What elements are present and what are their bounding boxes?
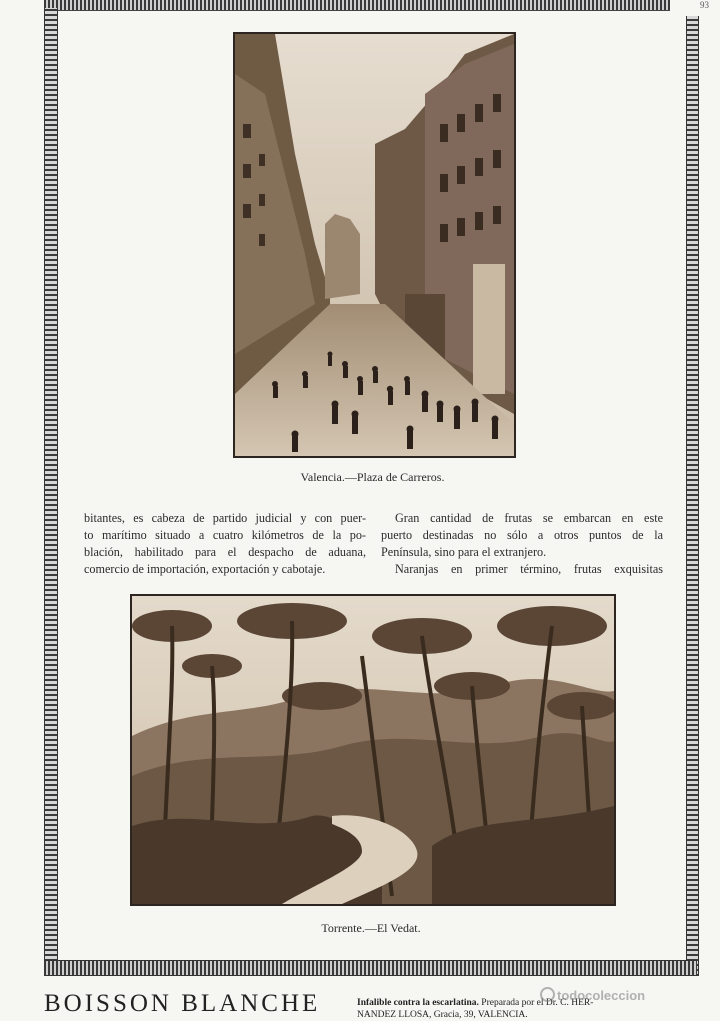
right-ornamental-border (686, 16, 699, 976)
watermark-text: todocoleccion (557, 988, 646, 1003)
street-photo-caption: Valencia.—Plaza de Carreros. (300, 470, 445, 484)
advertisement-slogan: Infalible contra la escarlatina. (357, 998, 479, 1008)
street-photo (233, 32, 516, 458)
forest-scene-illustration (132, 596, 614, 904)
left-ornamental-border (44, 8, 58, 976)
left-text-column (84, 510, 366, 578)
forest-photo-caption: Torrente.—El Vedat. (321, 921, 421, 935)
forest-photo (130, 594, 616, 906)
right-column-line: puerto destinadas no sólo a otros puntos de la (381, 528, 663, 542)
top-ornamental-border (44, 0, 670, 11)
bottom-ornamental-border (44, 960, 697, 976)
street-scene-illustration (235, 34, 514, 456)
right-column-line: Península, sino para el extranjero. (381, 545, 547, 559)
advertisement-line-2: NANDEZ LLOSA, Gracia, 39, VALENCIA. (357, 1010, 528, 1020)
left-column-line: comercio de importación, exportación y cabotaje. (84, 562, 326, 576)
right-column-line: Gran cantidad de frutas se embarcan en este (395, 511, 663, 525)
advertisement-line-1-rest: Preparada por el Dr. C. HER- (478, 998, 594, 1008)
advertisement-title: BOISSON BLANCHE (44, 990, 321, 1017)
advertisement-line-1 (357, 997, 697, 1009)
right-text-column (381, 510, 663, 578)
left-column-line: blación, habilitado para el despacho de aduana, (84, 545, 366, 559)
advertisement-text (357, 997, 697, 1021)
left-column-line: to marítimo situado a cuatro kilómetros de la po- (84, 528, 366, 542)
page-number: 93 (700, 0, 709, 10)
right-column-line: Naranjas en primer término, frutas exquisitas (395, 562, 663, 576)
left-column-line: bitantes, es cabeza de partido judicial y con puer- (84, 511, 366, 525)
watermark-logo-icon (540, 987, 555, 1002)
watermark (540, 987, 645, 1003)
